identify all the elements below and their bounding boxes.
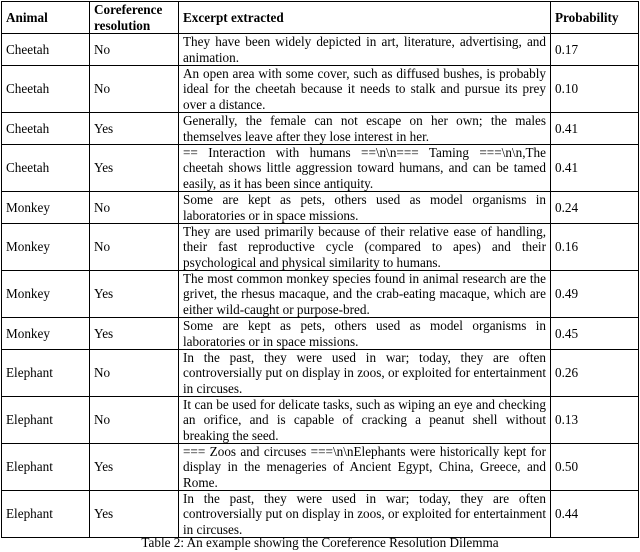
cell-probability: 0.44	[551, 491, 639, 538]
cell-excerpt: Some are kept as pets, others used as model organisms in laboratories or in space missions.	[179, 318, 551, 350]
cell-animal: Elephant	[2, 444, 90, 491]
cell-excerpt: The most common monkey species found in animal research are the grivet, the rhesus macaque, and the crab-eating macaque, which are either wild-caught or purpose-bred.	[179, 271, 551, 318]
cell-excerpt: Some are kept as pets, others used as model organisms in laboratories or in space missions.	[179, 192, 551, 224]
cell-excerpt: In the past, they were used in war; today, they are often controversially put on display in zoos, or exploited for entertainment in circuses.	[179, 350, 551, 397]
cell-animal: Elephant	[2, 350, 90, 397]
cell-probability: 0.26	[551, 350, 639, 397]
cell-excerpt: == Interaction with humans ==\n\n=== Taming ===\n\n,The cheetah shows little aggression toward humans, and can be tamed easily, as it has been since antiquity.	[179, 145, 551, 192]
cell-animal: Cheetah	[2, 34, 90, 66]
cell-animal: Monkey	[2, 271, 90, 318]
cell-animal: Cheetah	[2, 145, 90, 192]
cell-coreference: No	[90, 224, 179, 271]
cell-excerpt: === Zoos and circuses ===\n\nElephants were historically kept for display in the menageries of Ancient Egypt, China, Greece, and Rome.	[179, 444, 551, 491]
table-row	[2, 491, 639, 538]
cell-excerpt: An open area with some cover, such as diffused bushes, is probably ideal for the cheetah because it needs to stalk and pursue its prey over a distance.	[179, 66, 551, 113]
cell-animal: Elephant	[2, 397, 90, 444]
header-probability: Probability	[551, 2, 639, 34]
cell-coreference: Yes	[90, 444, 179, 491]
cell-coreference: Yes	[90, 491, 179, 538]
cell-probability: 0.24	[551, 192, 639, 224]
header-excerpt: Excerpt extracted	[179, 2, 551, 34]
table-row	[2, 145, 639, 192]
cell-animal: Cheetah	[2, 113, 90, 145]
cell-coreference: Yes	[90, 318, 179, 350]
table-row	[2, 397, 639, 444]
table-row	[2, 444, 639, 491]
table-row	[2, 192, 639, 224]
header-coreference: Coreference resolution	[90, 2, 179, 34]
cell-coreference: No	[90, 350, 179, 397]
cell-probability: 0.41	[551, 145, 639, 192]
results-table	[1, 1, 639, 538]
table-row	[2, 66, 639, 113]
cell-probability: 0.45	[551, 318, 639, 350]
table-row	[2, 271, 639, 318]
header-animal: Animal	[2, 2, 90, 34]
cell-probability: 0.50	[551, 444, 639, 491]
cell-coreference: No	[90, 34, 179, 66]
cell-probability: 0.16	[551, 224, 639, 271]
cell-probability: 0.49	[551, 271, 639, 318]
cell-animal: Cheetah	[2, 66, 90, 113]
table-row	[2, 34, 639, 66]
table-row	[2, 224, 639, 271]
cell-coreference: Yes	[90, 271, 179, 318]
table-caption: Table 2: An example showing the Coreference Resolution Dilemma	[141, 535, 499, 550]
table-row	[2, 350, 639, 397]
cell-excerpt: It can be used for delicate tasks, such as wiping an eye and checking an orifice, and is capable of cracking a peanut shell without breaking the seed.	[179, 397, 551, 444]
table-row	[2, 318, 639, 350]
cell-animal: Monkey	[2, 318, 90, 350]
cell-probability: 0.41	[551, 113, 639, 145]
cell-excerpt: They are used primarily because of their relative ease of handling, their fast reproductive cycle (compared to apes) and their psychological and physical similarity to humans.	[179, 224, 551, 271]
cell-animal: Elephant	[2, 491, 90, 538]
cell-coreference: No	[90, 192, 179, 224]
cell-coreference: No	[90, 66, 179, 113]
cell-animal: Monkey	[2, 224, 90, 271]
cell-probability: 0.13	[551, 397, 639, 444]
cell-coreference: Yes	[90, 145, 179, 192]
table-row	[2, 113, 639, 145]
table-header-row	[2, 2, 639, 34]
cell-coreference: No	[90, 397, 179, 444]
cell-excerpt: Generally, the female can not escape on her own; the males themselves leave after they lose interest in her.	[179, 113, 551, 145]
cell-coreference: Yes	[90, 113, 179, 145]
cell-probability: 0.10	[551, 66, 639, 113]
cell-excerpt: In the past, they were used in war; today, they are often controversially put on display in zoos, or exploited for entertainment in circuses.	[179, 491, 551, 538]
cell-probability: 0.17	[551, 34, 639, 66]
cell-animal: Monkey	[2, 192, 90, 224]
cell-excerpt: They have been widely depicted in art, literature, advertising, and animation.	[179, 34, 551, 66]
